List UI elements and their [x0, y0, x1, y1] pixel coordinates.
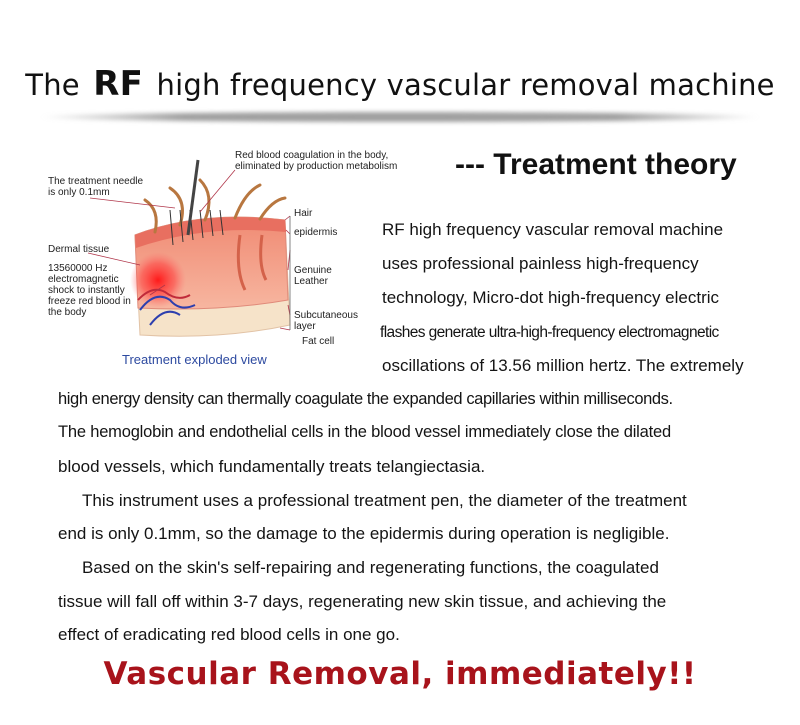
label-genuine-leather: Genuine Leather — [294, 265, 332, 287]
label-red-blood-coagulation: Red blood coagulation in the body, eliminated by production metabolism — [235, 150, 398, 172]
label-treatment-needle: The treatment needle is only 0.1mm — [48, 176, 144, 198]
title-prefix: The — [25, 68, 80, 102]
body-line-7: The hemoglobin and endothelial cells in the blood vessel immediately close the dilated — [58, 423, 671, 441]
title-highlight: RF — [93, 64, 144, 104]
diagram-caption: Treatment exploded view — [122, 352, 267, 367]
body-line-13: effect of eradicating red blood cells in one go. — [58, 625, 400, 644]
slogan: Vascular Removal, immediately!! — [103, 656, 697, 692]
body-line-2: uses professional painless high-frequency — [382, 254, 699, 273]
body-line-10: end is only 0.1mm, so the damage to the epidermis during operation is negligible. — [58, 524, 670, 543]
body-line-4: flashes generate ultra-high-frequency electromagnetic — [380, 324, 719, 341]
label-electromagnetic-shock: 13560000 Hz electromagnetic shock to instantly freeze red blood in the body — [48, 263, 131, 318]
body-line-1: RF high frequency vascular removal machine — [382, 220, 724, 239]
label-dermal-tissue: Dermal tissue — [48, 244, 110, 255]
body-line-6: high energy density can thermally coagulate the expanded capillaries within milliseconds. — [58, 390, 673, 408]
label-epidermis: epidermis — [294, 227, 338, 238]
body-line-12: tissue will fall off within 3-7 days, regenerating new skin tissue, and achieving the — [58, 592, 667, 611]
body-line-8: blood vessels, which fundamentally treats telangiectasia. — [58, 457, 486, 476]
title-suffix: high frequency vascular removal machine — [156, 68, 775, 102]
body-line-5: oscillations of 13.56 million hertz. The extremely — [382, 356, 744, 375]
body-line-11: Based on the skin's self-repairing and regenerating functions, the coagulated — [82, 558, 659, 577]
label-fat-cell: Fat cell — [302, 336, 335, 347]
page-title — [0, 64, 800, 104]
treatment-diagram — [40, 140, 398, 380]
title-underline — [40, 112, 760, 122]
body-line-3: technology, Micro-dot high-frequency electric — [382, 288, 720, 307]
section-heading: --- Treatment theory — [455, 148, 737, 181]
label-hair: Hair — [294, 208, 313, 219]
body-line-9: This instrument uses a professional treatment pen, the diameter of the treatment — [82, 491, 687, 510]
label-subcutaneous-layer: Subcutaneous layer — [294, 310, 358, 332]
